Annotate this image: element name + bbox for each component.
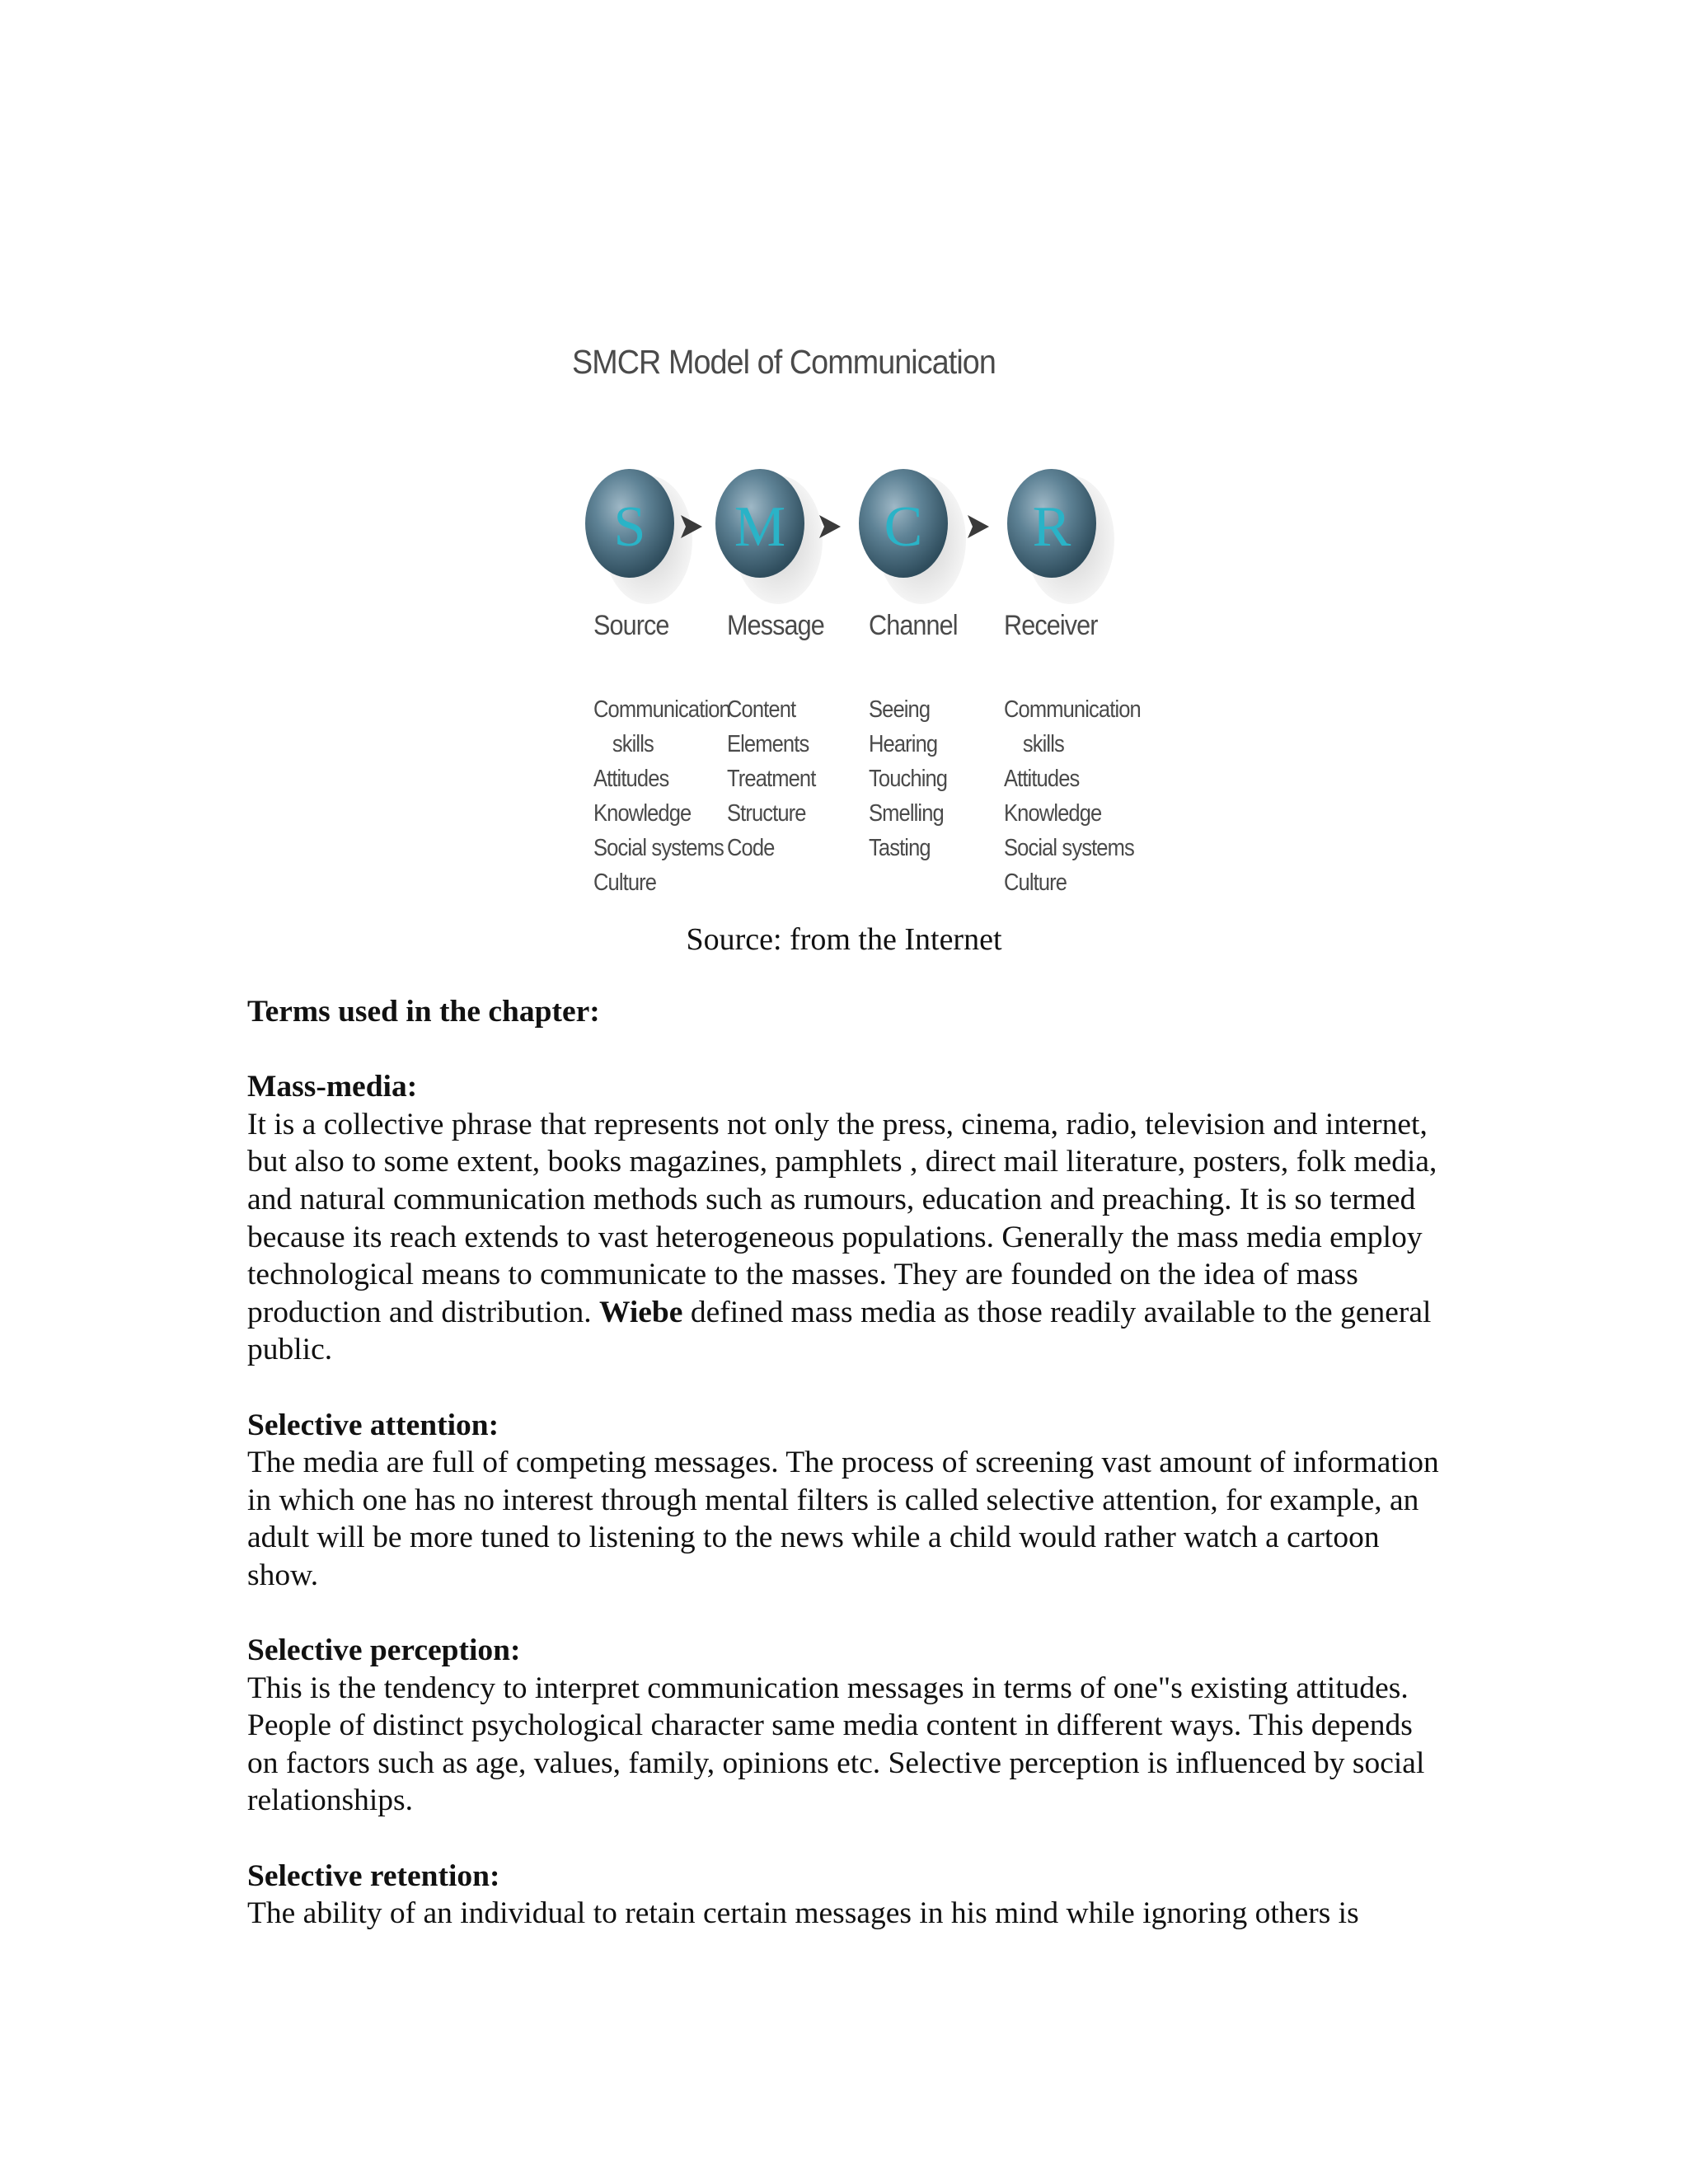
list-item: Tasting: [869, 835, 931, 861]
column-channel: [869, 610, 968, 861]
selective-retention-paragraph: The ability of an individual to retain certain messages in his mind while ignoring others is: [247, 1896, 1359, 1931]
column-source: [593, 610, 730, 896]
list-item: Smelling: [869, 800, 944, 827]
bold-term: Wiebe: [599, 1295, 683, 1329]
list-item: Seeing: [869, 696, 931, 723]
body-text: [247, 993, 1451, 1933]
column-items: [1004, 692, 1169, 900]
mass-media-paragraph: [247, 1106, 1451, 1369]
list-item: Attitudes: [593, 766, 669, 792]
source-disc: [585, 469, 692, 604]
column-name: Message: [727, 610, 824, 641]
selective-perception-paragraph: This is the tendency to interpret communication messages in terms of one"s existing attitudes. People of distinct psychological character same media content in different ways. This depends on factors such as age, values, family, opinions etc. Selective perception is influenced by social relationships.: [247, 1671, 1425, 1818]
arrow-icon: [968, 515, 989, 538]
list-item: Culture: [1004, 869, 1067, 896]
selective-perception-heading: Selective perception:: [247, 1633, 521, 1668]
list-item: skills: [612, 731, 654, 757]
list-item: Content: [727, 696, 796, 723]
list-item: skills: [1022, 731, 1064, 757]
list-item: Knowledge: [593, 800, 692, 827]
terms-heading: Terms used in the chapter:: [247, 995, 600, 1029]
list-item: Treatment: [727, 766, 816, 792]
arrow-icon: [819, 515, 841, 538]
figure-title: SMCR Model of Communication: [572, 343, 996, 381]
list-item: Attitudes: [1004, 766, 1080, 792]
paragraph-text: It is a collective phrase that represents not only the press, cinema, radio, television and internet, but also to some extent, books magazines, pamphlets , direct mail literature, posters, folk media, and natural communication methods such as rumours, education and preaching. It is so termed because its reach extends to vast heterogeneous populations. Generally the mass media employ technological means to communicate to the masses. They are founded on the idea of mass production and distribution.: [247, 1107, 1437, 1329]
list-item: Code: [727, 835, 775, 861]
figure-caption: Source: from the Internet: [686, 922, 1002, 957]
list-item: Knowledge: [1004, 800, 1102, 827]
column-message: [727, 610, 835, 861]
list-item: Touching: [869, 766, 948, 792]
disc-letter-m: M: [734, 495, 786, 559]
column-name: Receiver: [1004, 610, 1098, 641]
message-disc: [715, 469, 823, 604]
disc-letter-s: S: [613, 495, 646, 559]
selective-attention-paragraph: The media are full of competing messages. The process of screening vast amount of information in which one has no interest through mental filters is called selective attention, for example, an adult will be more tuned to listening to the news while a child would rather watch a cartoon show.: [247, 1446, 1439, 1592]
column-name: Source: [593, 610, 669, 641]
list-item: Communication: [1004, 696, 1141, 723]
list-item: Hearing: [869, 731, 938, 757]
list-item: Communication: [593, 696, 730, 723]
column-name: Channel: [869, 610, 958, 641]
channel-disc: [859, 469, 966, 604]
mass-media-heading: Mass-media:: [247, 1070, 418, 1104]
list-item: Elements: [727, 731, 809, 757]
list-item: Culture: [593, 869, 657, 896]
selective-retention-heading: Selective retention:: [247, 1858, 500, 1893]
paragraph-text: defined mass media as those readily available to the general public.: [247, 1295, 1432, 1367]
selective-attention-heading: Selective attention:: [247, 1408, 499, 1442]
list-item: Social systems: [593, 835, 724, 861]
disc-letter-c: C: [884, 495, 923, 559]
list-item: Social systems: [1004, 835, 1134, 861]
receiver-disc: [1007, 469, 1114, 604]
smcr-figure: [560, 330, 1154, 923]
column-receiver: [1004, 610, 1141, 896]
list-item: Structure: [727, 800, 806, 827]
column-items: [727, 692, 892, 865]
disc-letter-r: R: [1032, 495, 1071, 559]
